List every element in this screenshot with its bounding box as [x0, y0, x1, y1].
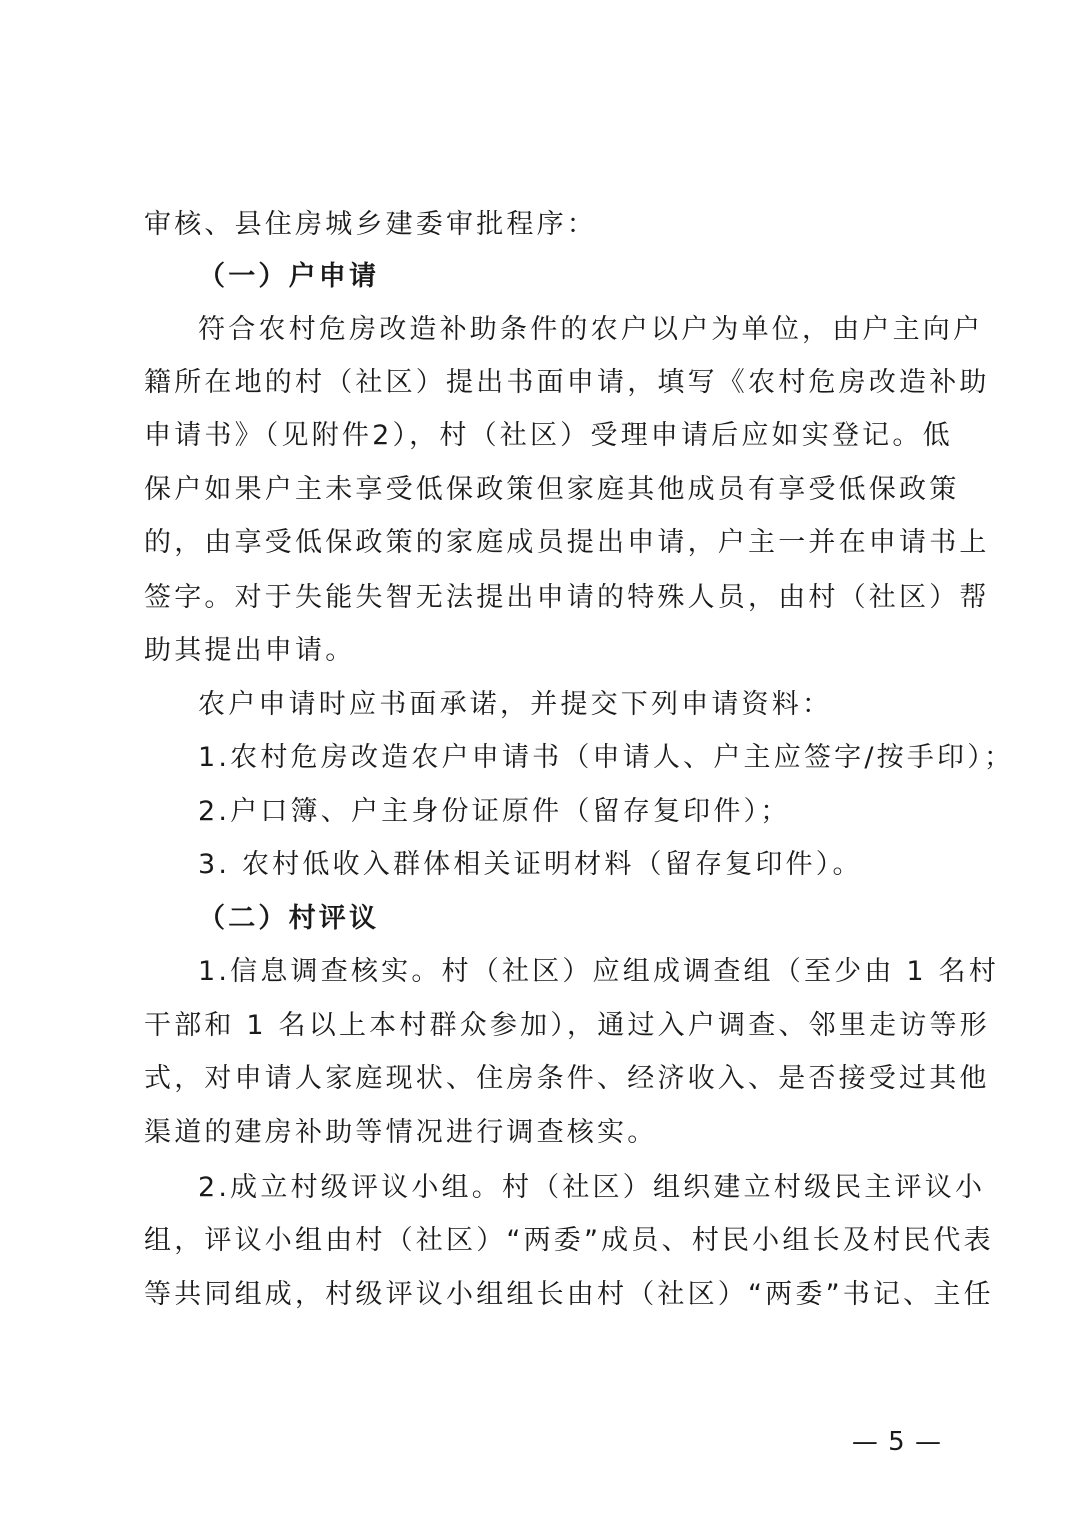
list-item: 2.户口簿、户主身份证原件（留存复印件）；: [198, 796, 791, 827]
text-line: 渠道的建房补助等情况进行调查核实。: [144, 1117, 658, 1148]
text-line: 1.信息调查核实。村（社区）应组成调查组（至少由 1 名村: [198, 956, 999, 987]
text-line: 籍所在地的村（社区）提出书面申请，填写《农村危房改造补助: [144, 367, 990, 398]
text-line: 式，对申请人家庭现状、住房条件、经济收入、是否接受过其他: [144, 1063, 990, 1094]
text-line: 审核、县住房城乡建委审批程序：: [144, 209, 597, 240]
text-line: 保户如果户主未享受低保政策但家庭其他成员有享受低保政策: [144, 474, 960, 505]
text-line: 等共同组成，村级评议小组组长由村（社区）“两委”书记、主任: [144, 1279, 994, 1310]
text-line: 签字。对于失能失智无法提出申请的特殊人员，由村（社区）帮: [144, 582, 990, 613]
section-heading: （二）村评议: [198, 903, 380, 934]
text-line: 的，由享受低保政策的家庭成员提出申请，户主一并在申请书上: [144, 527, 990, 558]
list-item: 3. 农村低收入群体相关证明材料（留存复印件）。: [198, 849, 863, 880]
text-line: 组，评议小组由村（社区）“两委”成员、村民小组长及村民代表: [144, 1225, 994, 1256]
text-line: 助其提出申请。: [144, 635, 356, 666]
text-line: 符合农村危房改造补助条件的农户以户为单位，由户主向户: [198, 314, 984, 345]
section-heading: （一）户申请: [198, 261, 380, 292]
text-line: 干部和 1 名以上本村群众参加），通过入户调查、邻里走访等形: [144, 1010, 990, 1041]
text-line: 申请书》（见附件2），村（社区）受理申请后应如实登记。低: [144, 420, 953, 451]
text-line: 2.成立村级评议小组。村（社区）组织建立村级民主评议小: [198, 1172, 986, 1203]
page-number: — 5 —: [851, 1427, 942, 1457]
text-line: 农户申请时应书面承诺，并提交下列申请资料：: [198, 689, 833, 720]
list-item: 1.农村危房改造农户申请书（申请人、户主应签字/按手印）；: [198, 742, 1015, 773]
